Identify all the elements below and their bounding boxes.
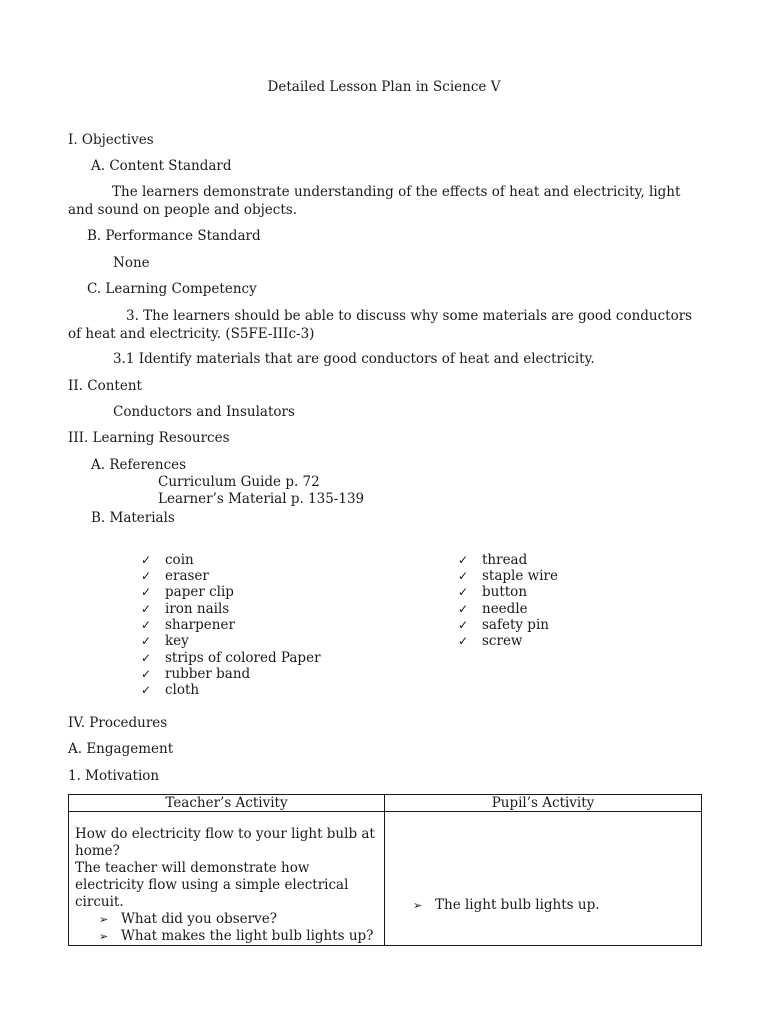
- pupil-activity-header: Pupil’s Activity: [385, 795, 702, 812]
- checkmark-icon: ✓: [458, 602, 469, 616]
- teacher-activity-cell: [69, 812, 385, 946]
- checkmark-icon: ✓: [141, 651, 152, 665]
- material-item: ✓ staple wire: [458, 568, 558, 584]
- teacher-bullet: ➢ What did you observe?: [99, 911, 277, 927]
- performance-standard-text: None: [113, 255, 150, 271]
- teacher-activity-header: Teacher’s Activity: [69, 795, 385, 812]
- engagement-label: A. Engagement: [68, 741, 174, 757]
- pupil-activity-cell: [385, 812, 702, 946]
- material-item: ✓ iron nails: [141, 601, 230, 617]
- material-item: ✓ coin: [141, 552, 194, 568]
- arrow-bullet-icon: ➢: [99, 913, 109, 926]
- material-item: ✓ eraser: [141, 568, 209, 584]
- objectives-heading: I. Objectives: [68, 132, 154, 148]
- material-item: ✓ strips of colored Paper: [141, 650, 321, 666]
- checkmark-icon: ✓: [141, 553, 152, 567]
- material-item: ✓ key: [141, 633, 189, 649]
- materials-label: B. Materials: [91, 510, 175, 526]
- checkmark-icon: ✓: [141, 602, 152, 616]
- checkmark-icon: ✓: [141, 683, 152, 697]
- reference-item: Curriculum Guide p. 72: [158, 474, 320, 490]
- checkmark-icon: ✓: [458, 585, 469, 599]
- material-item: ✓ paper clip: [141, 584, 234, 600]
- content-text: Conductors and Insulators: [113, 404, 295, 420]
- motivation-label: 1. Motivation: [68, 768, 160, 784]
- checkmark-icon: ✓: [458, 618, 469, 632]
- learning-competency-text: 3. The learners should be able to discuss why some materials are good conductors of heat and electricity. (S5FE-IIIc-3): [68, 308, 693, 342]
- checkmark-icon: ✓: [458, 634, 469, 648]
- arrow-bullet-icon: ➢: [99, 930, 109, 943]
- checkmark-icon: ✓: [141, 667, 152, 681]
- checkmark-icon: ✓: [458, 553, 469, 567]
- procedures-heading: IV. Procedures: [68, 715, 168, 731]
- teacher-instruction: The teacher will demonstrate how electricity flow using a simple electrical circuit.: [75, 860, 349, 910]
- pupil-bullet: ➢ The light bulb lights up.: [413, 896, 600, 913]
- performance-standard-label: B. Performance Standard: [87, 228, 261, 244]
- material-item: ✓ safety pin: [458, 617, 549, 633]
- document-title: Detailed Lesson Plan in Science V: [267, 79, 501, 95]
- checkmark-icon: ✓: [141, 618, 152, 632]
- material-item: ✓ needle: [458, 601, 528, 617]
- checkmark-icon: ✓: [141, 569, 152, 583]
- content-heading: II. Content: [68, 378, 142, 394]
- arrow-bullet-icon: ➢: [413, 898, 423, 912]
- activity-table: [68, 794, 702, 946]
- learning-competency-label: C. Learning Competency: [87, 281, 257, 297]
- material-item: ✓ rubber band: [141, 666, 251, 682]
- material-item: ✓ thread: [458, 552, 528, 568]
- material-item: ✓ button: [458, 584, 528, 600]
- material-item: ✓ sharpener: [141, 617, 235, 633]
- table-row: [69, 812, 702, 946]
- checkmark-icon: ✓: [141, 585, 152, 599]
- reference-item: Learner’s Material p. 135-139: [158, 491, 365, 507]
- content-standard-text: The learners demonstrate understanding of the effects of heat and electricity, light and sound on people and objects.: [68, 184, 681, 218]
- material-item: ✓ cloth: [141, 682, 200, 698]
- checkmark-icon: ✓: [141, 634, 152, 648]
- learning-competency-sub: 3.1 Identify materials that are good conductors of heat and electricity.: [113, 351, 595, 367]
- content-standard-label: A. Content Standard: [91, 158, 232, 174]
- teacher-bullet: ➢ What makes the light bulb lights up?: [99, 928, 374, 944]
- checkmark-icon: ✓: [458, 569, 469, 583]
- resources-heading: III. Learning Resources: [68, 430, 230, 446]
- material-item: ✓ screw: [458, 633, 523, 649]
- references-label: A. References: [91, 457, 187, 473]
- teacher-question: How do electricity flow to your light bulb at home?: [75, 826, 375, 859]
- table-header-row: [69, 795, 702, 812]
